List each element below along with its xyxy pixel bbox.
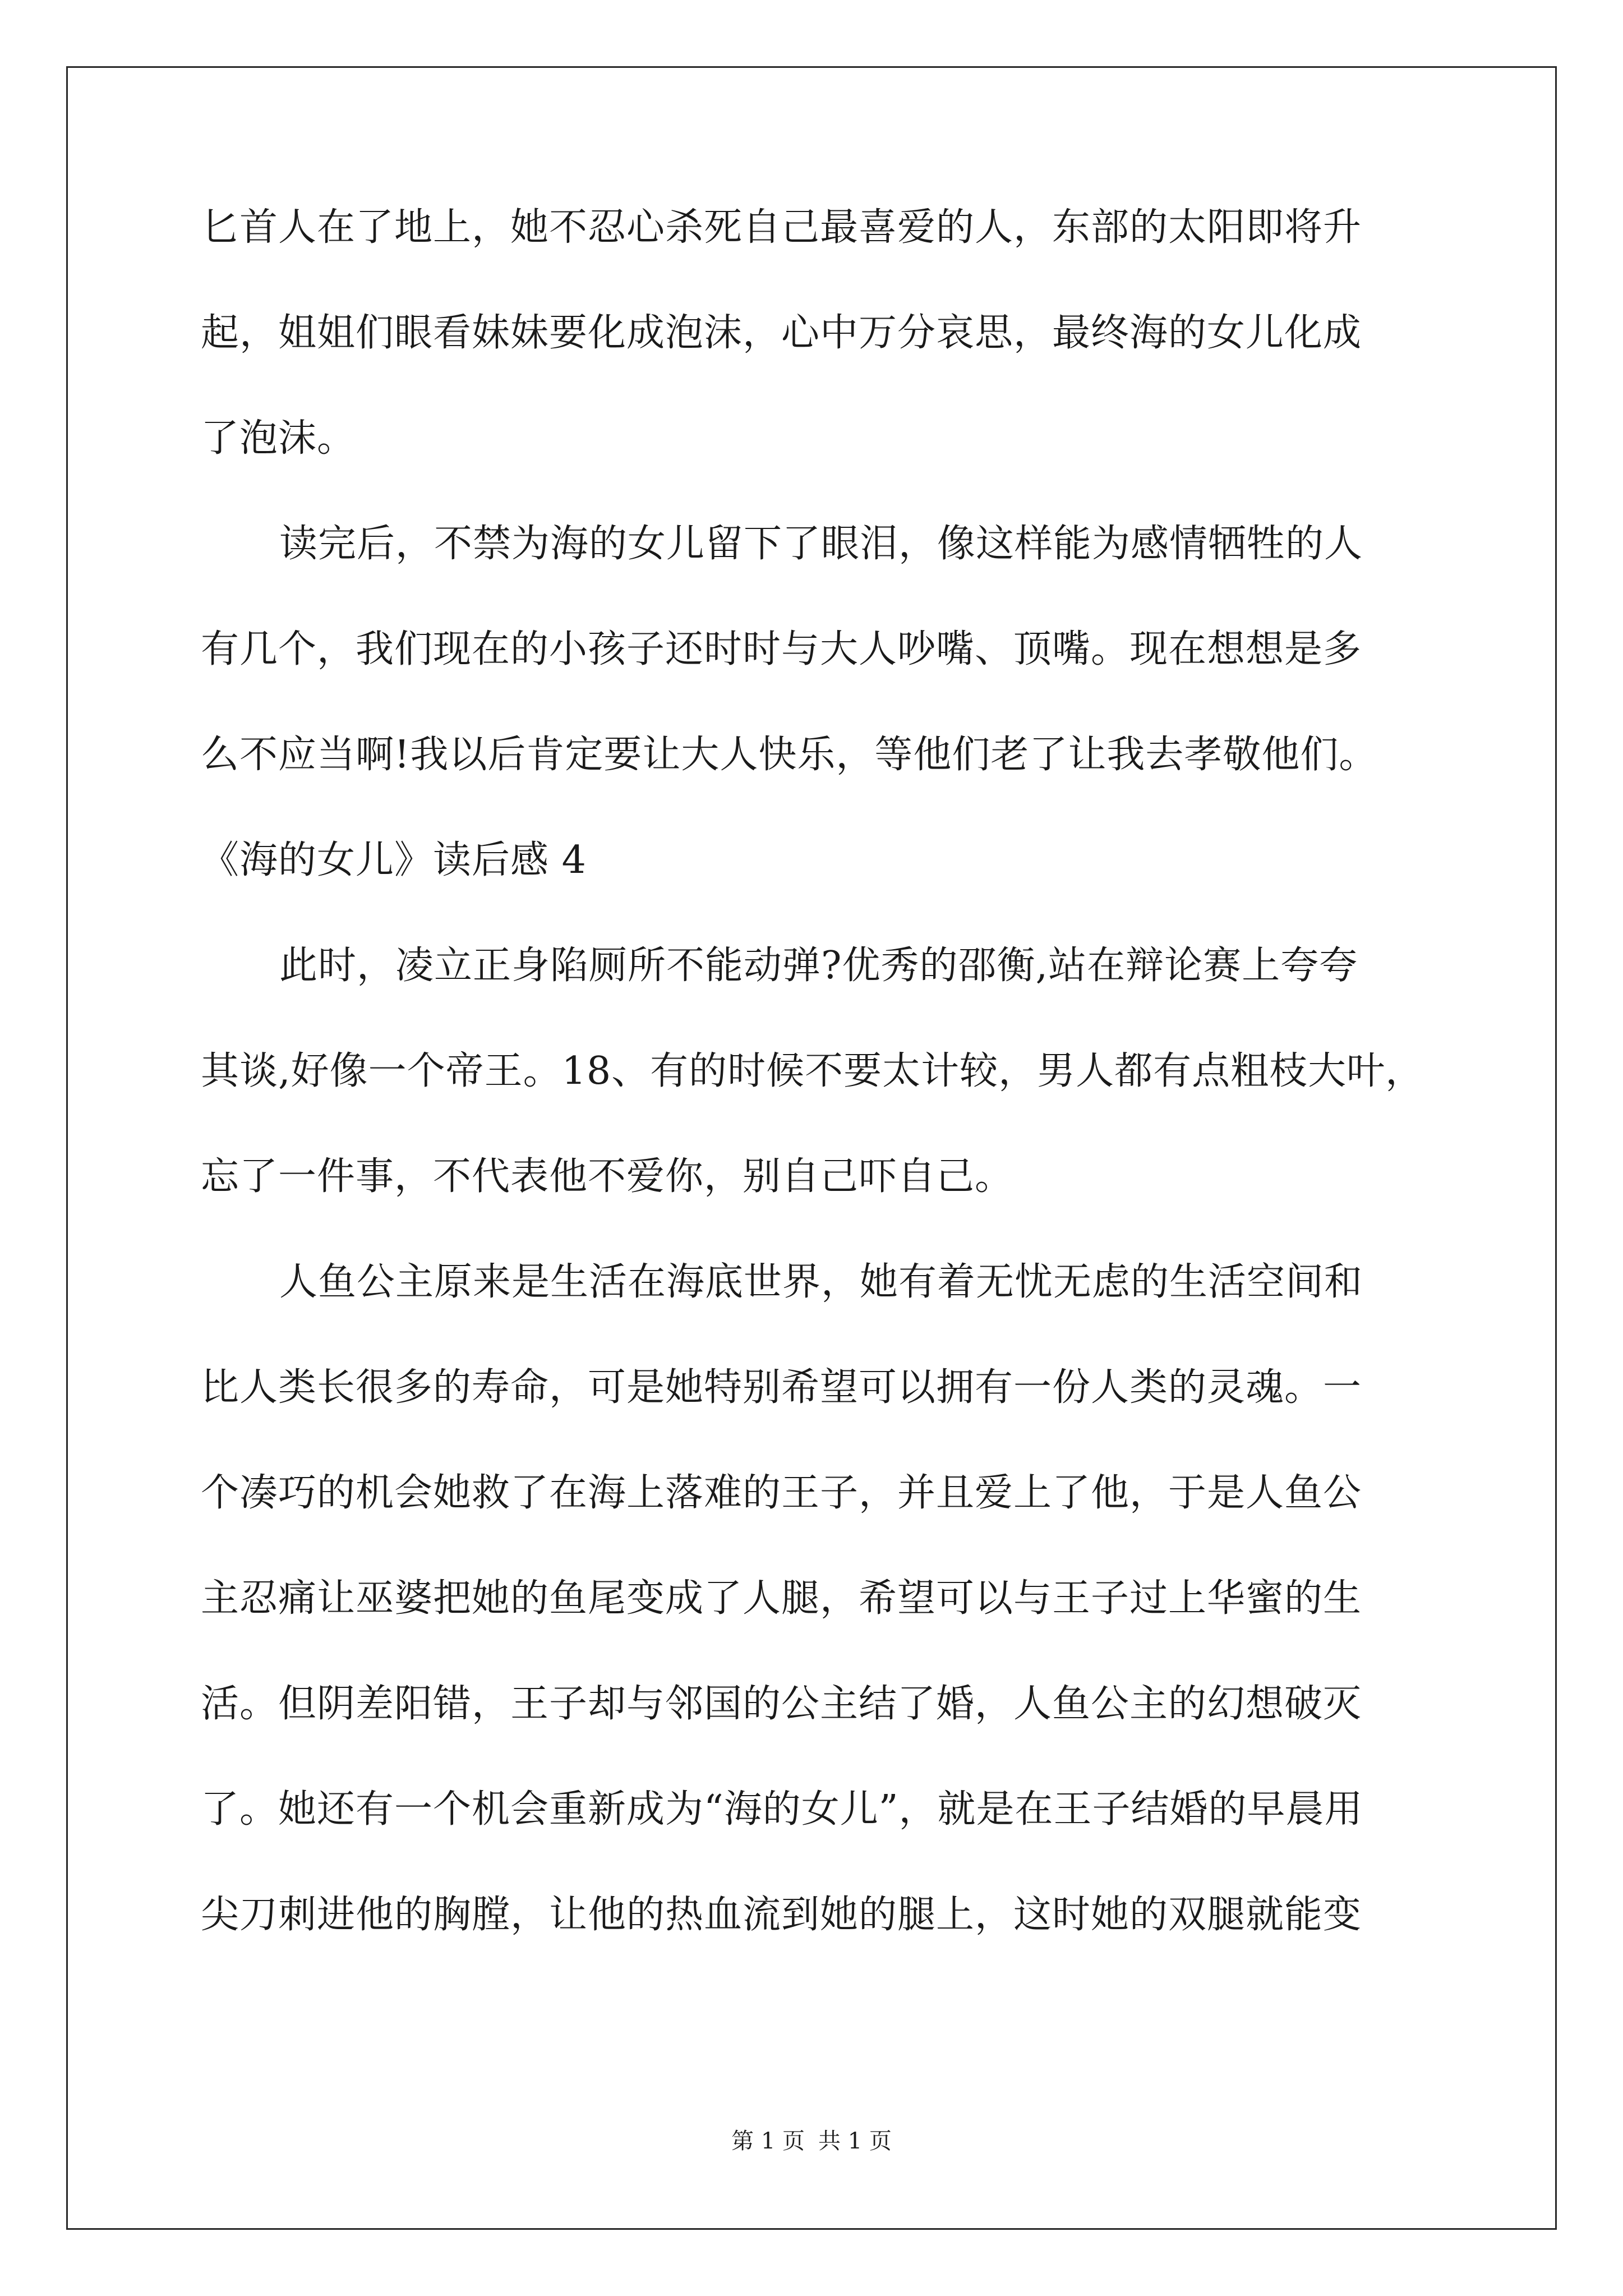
document-body [201, 206, 1457, 1936]
page-footer [0, 2127, 1623, 2155]
text-line: 匕首人在了地上，她不忍心杀死自己最喜爱的人，东部的太阳即将升 [201, 205, 1362, 250]
text-line: 么不应当啊!我以后肯定要让大人快乐，等他们老了让我去孝敬他们。 [201, 733, 1378, 777]
text-line: 有几个，我们现在的小孩子还时时与大人吵嘴、顶嘴。现在想想是多 [201, 627, 1362, 671]
text-line: 活。但阴差阳错，王子却与邻国的公主结了婚，人鱼公主的幻想破灭 [201, 1682, 1362, 1726]
text-line: 起，姐姐们眼看妹妹要化成泡沫，心中万分哀思，最终海的女儿化成 [201, 311, 1362, 355]
text-line: 忘了一件事，不代表他不爱你，别自己吓自己。 [201, 1154, 1014, 1199]
text-line: 了。她还有一个机会重新成为“海的女儿”，就是在王子结婚的早晨用 [201, 1787, 1363, 1832]
page-number: 第 1 页 [731, 2128, 805, 2154]
text-line: 了泡沫。 [201, 416, 356, 461]
page-total: 共 1 页 [818, 2128, 892, 2154]
text-line: 尖刀刺进他的胸膛，让他的热血流到她的腿上，这时她的双腿就能变 [201, 1893, 1362, 1937]
text-line: 比人类长很多的寿命，可是她特别希望可以拥有一份人类的灵魂。一 [201, 1365, 1362, 1410]
section-heading: 《海的女儿》读后感 4 [201, 838, 587, 882]
paragraph-start: 此时，凌立正身陷厕所不能动弹?优秀的邵衡,站在辩论赛上夸夸 [279, 944, 1358, 988]
text-line: 个凑巧的机会她救了在海上落难的王子，并且爱上了他，于是人鱼公 [201, 1471, 1362, 1515]
text-line: 主忍痛让巫婆把她的鱼尾变成了人腿，希望可以与王子过上华蜜的生 [201, 1576, 1362, 1621]
text-line: 其谈,好像一个帝王。18、有的时候不要太计较，男人都有点粗枝大叶， [201, 1049, 1424, 1093]
paragraph-start: 人鱼公主原来是生活在海底世界，她有着无忧无虑的生活空间和 [279, 1260, 1363, 1304]
paragraph-start: 读完后，不禁为海的女儿留下了眼泪，像这样能为感情牺牲的人 [279, 522, 1363, 566]
